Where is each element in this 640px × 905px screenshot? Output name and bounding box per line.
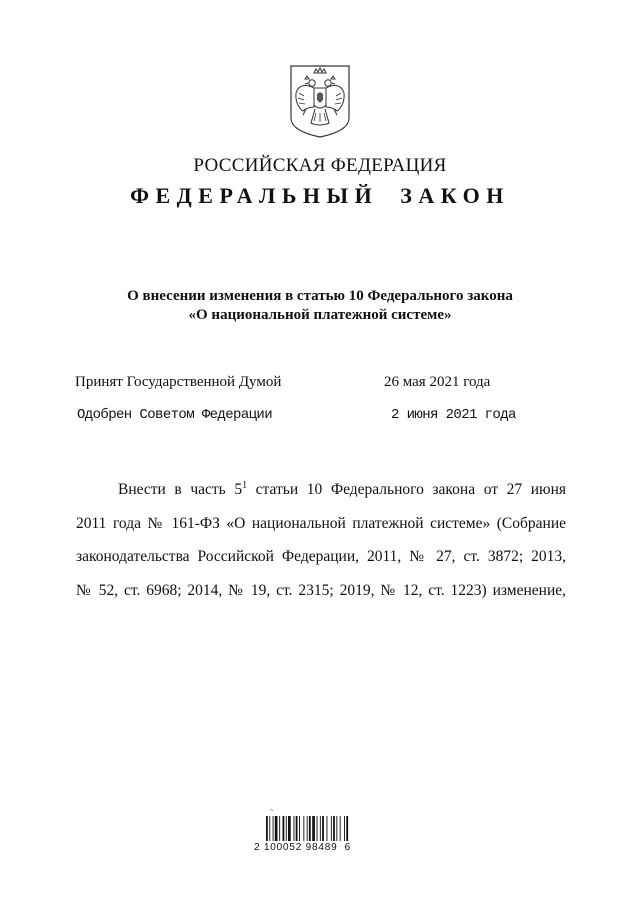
law-subject (0, 287, 640, 325)
barcode-bar (320, 816, 321, 841)
body-text-line (118, 480, 566, 499)
barcode-bar (331, 816, 332, 841)
barcode-bar (309, 816, 311, 841)
barcode-bar (303, 816, 304, 841)
subject-line-1: О внесении изменения в статью 10 Федерального закона (127, 288, 513, 304)
body-text-line: № 52, ст. 6968; 2014, № 19, ст. 2315; 2019, № 12, ст. 1223) изменение, (76, 582, 566, 599)
council-approval-label: Одобрен Советом Федерации (77, 407, 273, 423)
barcode-bar (273, 816, 274, 841)
subject-line-2: «О национальной платежной системе» (188, 307, 452, 323)
body-text-fragment: статьи 10 Федерального закона от 27 июня (247, 481, 566, 499)
barcode-bar (317, 816, 318, 841)
barcode-bar (296, 816, 298, 841)
body-text-line: 2011 года № 161-ФЗ «О национальной платежной системе» (Собрание (76, 515, 566, 532)
barcode-bar (286, 816, 287, 841)
council-approval-date: 2 июня 2021 года (391, 407, 516, 423)
barcode-bar (333, 816, 335, 841)
coat-of-arms-emblem (288, 63, 352, 139)
document-type-title: ФЕДЕРАЛЬНЫЙ ЗАКОН (130, 183, 510, 208)
barcode-bar (269, 816, 270, 841)
stamp-mark: ~ (270, 808, 274, 814)
barcode-bar (346, 816, 348, 841)
barcode-bar (336, 816, 337, 841)
barcode-bar (283, 816, 285, 841)
body-text-line: законодательства Российской Федерации, 2011, № 27, ст. 3872; 2013, (76, 548, 566, 565)
country-heading: РОССИЙСКАЯ ФЕДЕРАЦИЯ (193, 155, 447, 176)
barcode-bar (307, 816, 308, 841)
barcode-number: 2 100052 98489 6 (254, 842, 352, 853)
barcode-bar (340, 816, 341, 841)
barcode-bar (279, 816, 280, 841)
barcode-bar (312, 816, 315, 841)
barcode-bar (288, 816, 291, 841)
duma-adoption-date: 26 мая 2021 года (384, 374, 491, 390)
barcode-bar (275, 816, 278, 841)
barcode-bar (344, 816, 345, 841)
barcode-bar (266, 816, 268, 841)
barcode-bar (299, 816, 300, 841)
barcode-bar (294, 816, 295, 841)
barcode-bar (322, 816, 324, 841)
barcode-bar (327, 816, 328, 841)
body-text-fragment: Внести в часть 5 (118, 481, 243, 499)
duma-adoption-label: Принят Государственной Думой (75, 374, 282, 390)
superscript-index: 1 (242, 480, 248, 491)
